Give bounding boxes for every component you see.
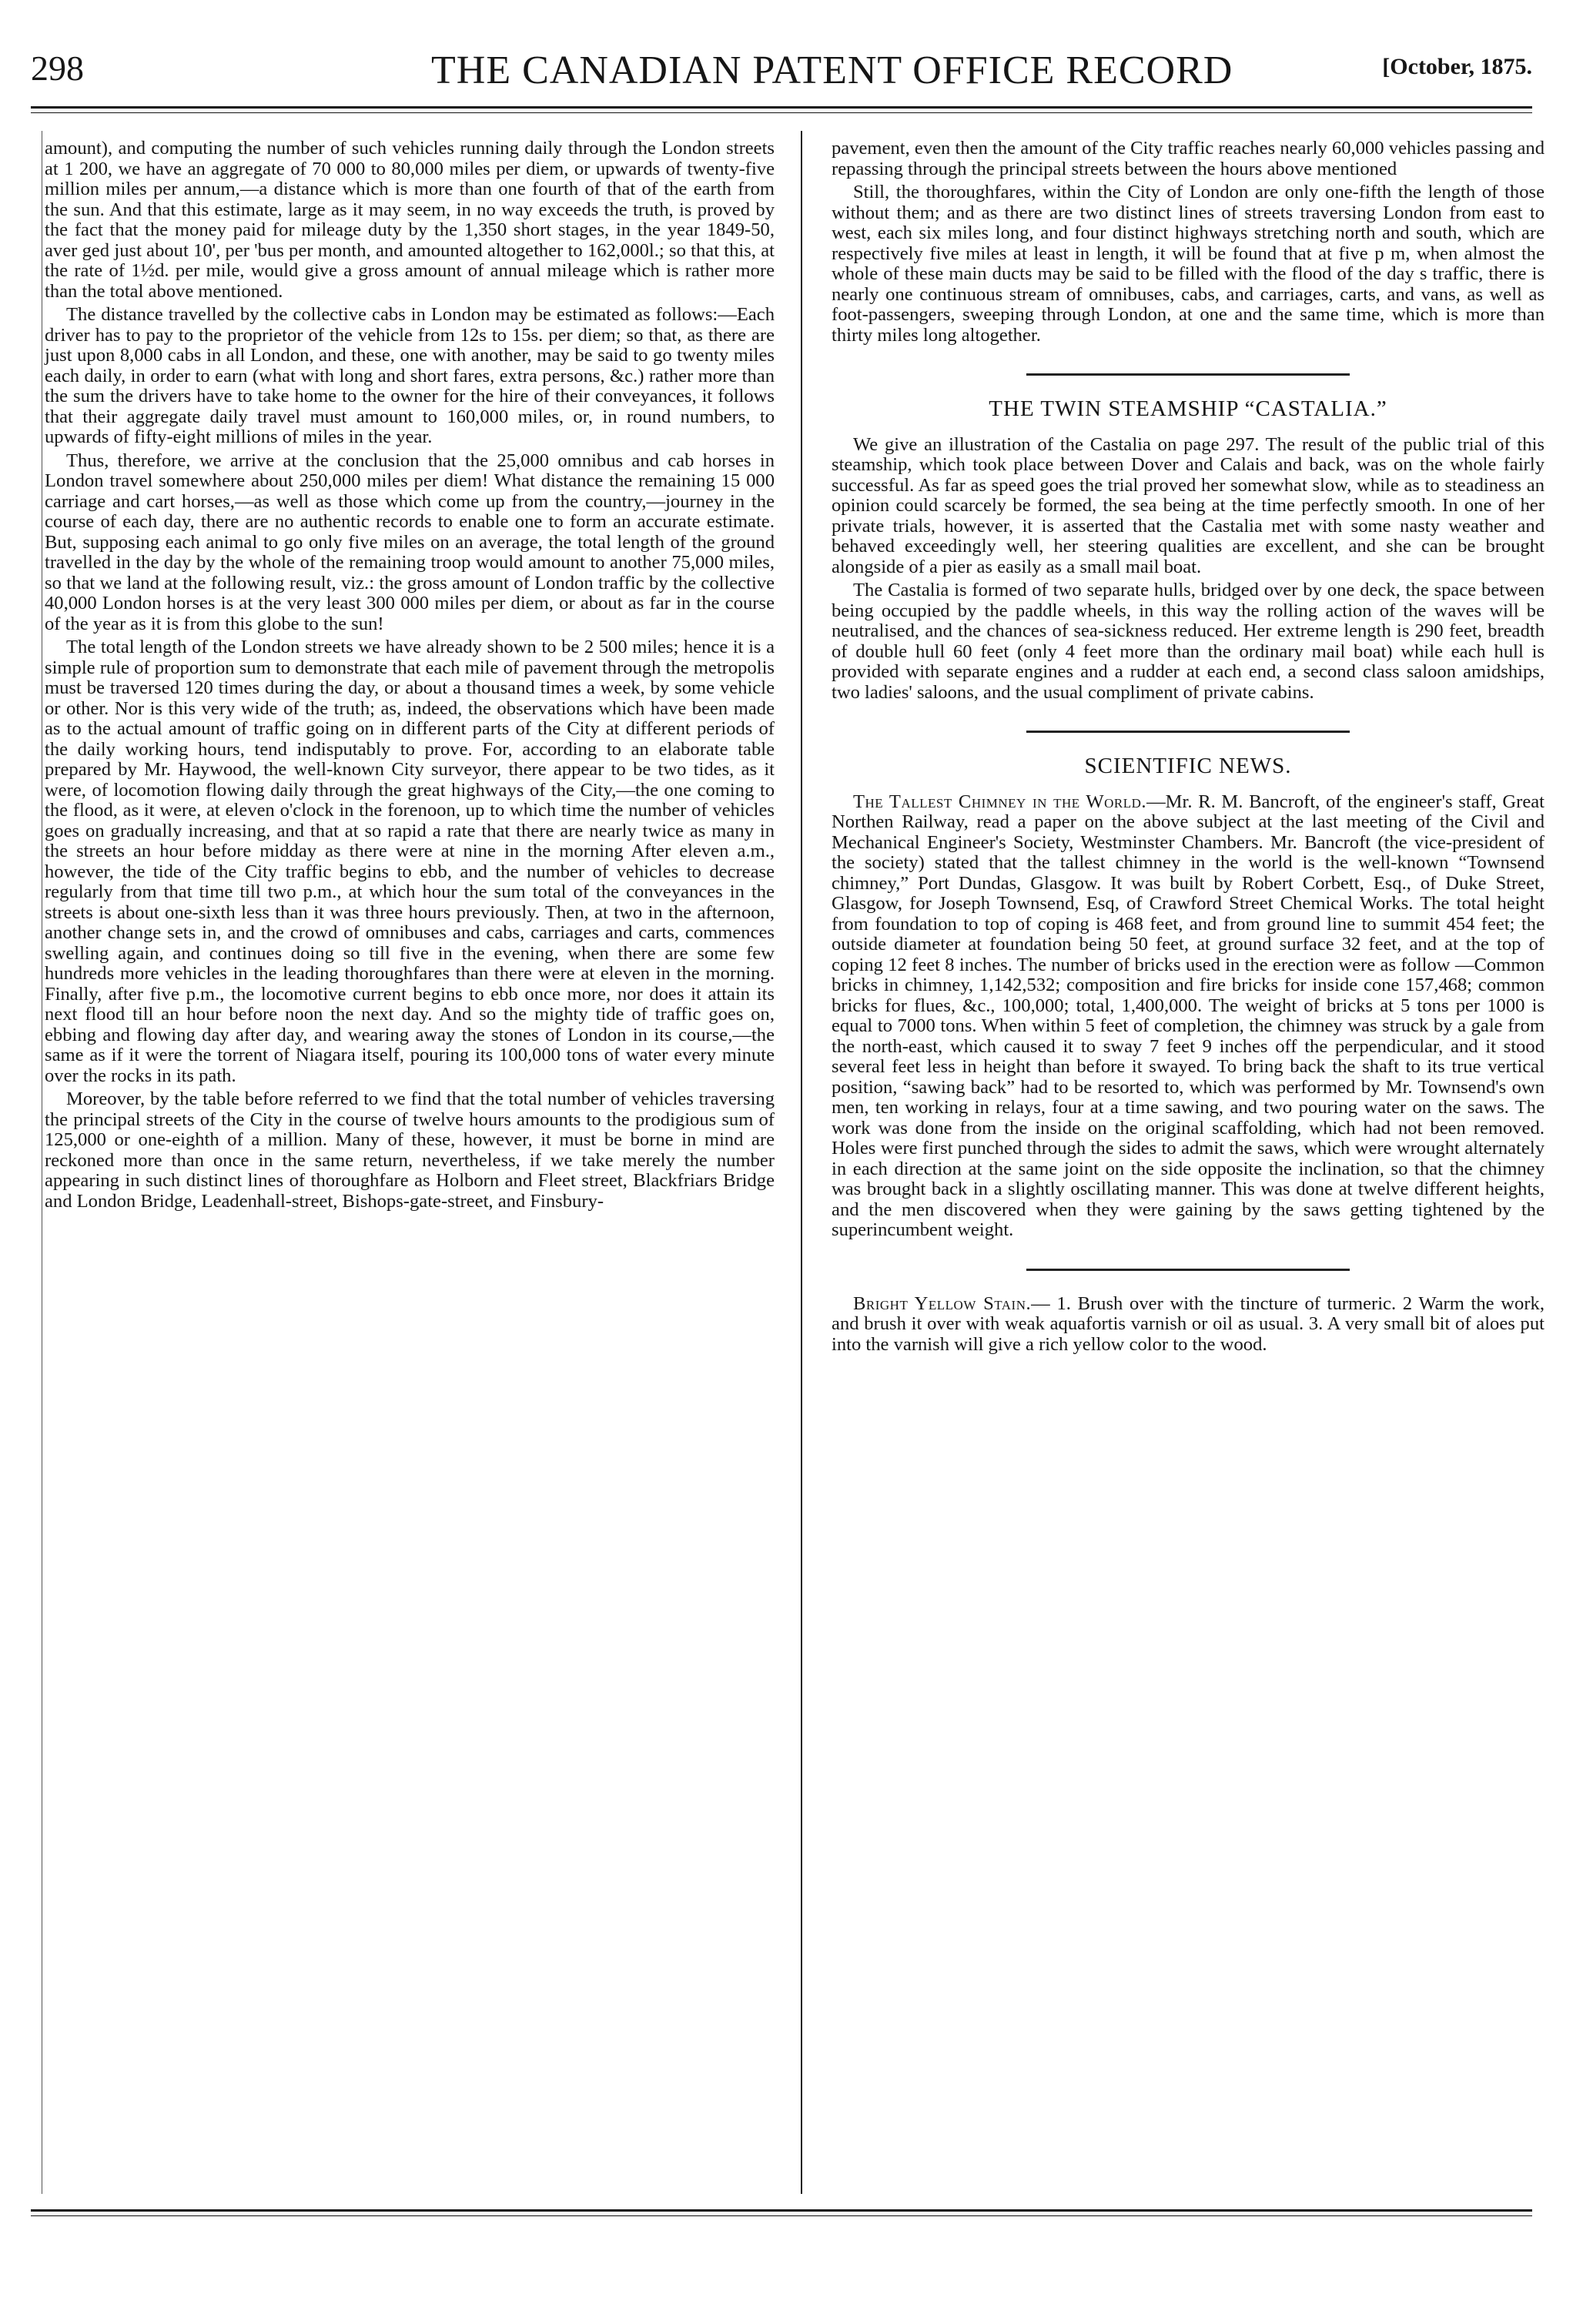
footer-rule-thin — [31, 2215, 1532, 2216]
stain-body: — 1. Brush over with the tincture of turmeric. 2 Warm the work, and brush it over with weak aquafortis varnish or oil as usual. 3. A very small bit of aloes put into the varnish will give a rich yellow color to the wood. — [832, 1292, 1545, 1355]
running-title: THE CANADIAN PATENT OFFICE RECORD — [431, 48, 1233, 92]
right-column — [832, 139, 1545, 1358]
chimney-lead-in: The Tallest Chimney in the World. — [853, 791, 1147, 812]
paragraph-castalia-trial: We give an illustration of the Castalia on page 297. The result of the public trial of this steamship, which took place between Dover and Calais and back, was on the whole fairly successful. As far as speed goes the trial proved her somewhat slow, while as to steadiness an opinion could scarcely be formed, the sea being at the time perfectly smooth. In one of her private trials, however, it is asserted that the Castalia met with some nasty weather and behaved exceedingly well, her steering qualities are excellent, and she can be brought alongside of a pier as easily as a small mail boat. — [832, 433, 1545, 577]
paragraph-city-vehicles: Moreover, by the table before referred to we find that the total number of vehicles traversing the principal streets of the City in the course of twelve hours amounts to the prodigious sum of 125,000 or one-eighth of a million. Many of these, however, it must be borne in mind are reckoned more than once in the same return, nevertheless, if we take merely the number appearing in such distinct lines of thoroughfare as Holborn and Fleet street, Blackfriars Bridge and London Bridge, Leadenhall-street, Bishops-gate-street, and Finsbury- — [45, 1088, 775, 1212]
scientific-news-heading: SCIENTIFIC NEWS. — [1084, 754, 1292, 778]
paragraph-cab-distance: The distance travelled by the collective cabs in London may be estimated as follows:—Each driver has to pay to the proprietor of the vehicle from 12s to 15s. per diem; so that, as there are just upon 8,000 cabs in all London, and these, one with another, may be said to go twenty miles each daily, in order to earn (what with long and short fares, extra persons, &c.) rather more than the sum the drivers have to take home to the owner for the hire of their conveyances, it follows that their aggregate daily travel must amount to 160,000 miles, or, in round numbers, to upwards of fifty-eight millions of miles in the year. — [45, 304, 775, 447]
column-divider — [801, 131, 802, 2194]
paragraph-horse-travel: Thus, therefore, we arrive at the conclusion that the 25,000 omnibus and cab horses in London travel somewhere about 250,000 miles per diem! What distance the remaining 15 000 carriage and cart horses,—as well as those which come up from the country,—journey in the course of each day, there are no authentic records to enable one to form an accurate estimate. But, supposing each animal to go only five miles on an average, the total length of the ground travelled in the day by the whole of the remaining troop would amount to another 75,000 miles, so that we land at the following result, viz.: the gross amount of London traffic by the collective 40,000 London horses is at the very least 300 000 miles per diem, or about as far in the course of the year as it is from this globe to the sun! — [45, 450, 775, 634]
stain-lead-in: Bright Yellow Stain. — [853, 1292, 1032, 1314]
paragraph-thoroughfares: Still, the thoroughfares, within the City of London are only one-fifth the length of those without them; and as there are two distinct lines of streets traversing London from east to west, each six miles long, and four distinct highways stretching north and south, which are respectively five miles at least in length, it will be found that at five p m, when almost the whole of these main ducts may be said to be filled with the flood of the day s traffic, there is nearly one continuous stream of omnibuses, cabs, and carriages, carts, and vans, as well as foot-passengers, sweeping through London, at one and the same time, which is more than thirty miles long altogether. — [832, 182, 1545, 346]
section-divider — [1026, 1269, 1350, 1271]
section-divider — [1026, 373, 1350, 376]
left-column — [45, 139, 775, 1215]
paragraph-continuation: pavement, even then the amount of the City traffic reaches nearly 60,000 vehicles passing and repassing through the principal streets between the hours above mentioned — [832, 138, 1545, 179]
issue-date: [October, 1875. — [1382, 54, 1532, 79]
header-rule-thin — [31, 112, 1532, 113]
castalia-heading: THE TWIN STEAMSHIP “CASTALIA.” — [989, 396, 1387, 421]
paragraph-yellow-stain — [832, 1294, 1545, 1356]
paragraph-tallest-chimney — [832, 792, 1545, 1241]
section-divider — [1026, 731, 1350, 733]
paragraph-castalia-hulls: The Castalia is formed of two separate hulls, bridged over by one deck, the space between being occupied by the paddle wheels, in this way the rolling action of the waves will be neutralised, and the chances of sea-sickness reduced. Her extreme length is 290 feet, breadth of double hull 60 feet (only 4 feet more than the ordinary mail boat) while each hull is provided with separate engines and a rudder at each end, a second class saloon amidships, two ladies' saloons, and the usual compliment of private cabins. — [832, 580, 1545, 703]
header-rule — [31, 106, 1532, 109]
footer-rule — [31, 2209, 1532, 2212]
page-header — [31, 48, 1532, 102]
chimney-body: —Mr. R. M. Bancroft, of the engineer's staff, Great Northen Railway, read a paper on the above subject at the last meeting of the Civil and Mechanical Engineer's Society, Westminster Chambers. Mr. Bancroft (the vice-president of the society) stated that the tallest chimney in the world is the well-known “Townsend chimney,” Port Dundas, Glasgow. It was built by Robert Corbett, Esq., of Duke Street, Glasgow, for Joseph Townsend, Esq, of Crawford Street Chemical Works. The total height from foundation to top of coping is 468 feet, and from ground line to summit 454 feet; the outside diameter at foundation being 50 feet, at ground surface 32 feet, and at the top of coping 12 feet 8 inches. The number of bricks used in the erection were as follow —Common bricks in chimney, 1,142,532; composition and fire bricks for inside cone 157,468; common bricks for flues, &c., 100,000; total, 1,400,000. The weight of bricks at 5 tons per 1000 is equal to 7000 tons. When within 5 feet of completion, the chimney was struck by a gale from the north-east, which caused it to sway 7 feet 9 inches off the perpendicular, and it stood several feet less in height than before it swayed. To bring back the shaft to its true vertical position, “sawing back” had to be resorted to, which was performed by Mr. Townsend's own men, ten working in relays, four at a time sawing, and two pouring water on the saws. The work was done from the inside on the original scaffolding, which had not been removed. Holes were first punched through the sides to admit the saws, which were wrought alternately in each direction at the same joint on the side opposite the inclination, so that the chimney was brought back in a slightly oscillating manner. This was done at twelve different heights, and the men discovered when they were gaining by the saws getting tightened by the superincumbent weight. — [832, 791, 1545, 1240]
paragraph-traffic-mileage: amount), and computing the number of such vehicles running daily through the London streets at 1 200, we have an aggregate of 70 000 to 80,000 miles per diem, or upwards of twenty-five million miles per annum,—a distance which is more than one fourth of that of the earth from the sun. And that this estimate, large as it may seem, in no way exceeds the truth, is proved by the fact that the money paid for mileage duty by the 1,350 short stages, in the year 1849-50, aver ged just about 10', per 'bus per month, and amounted altogether to 162,000l.; so that this, at the rate of 1½d. per mile, would give a gross amount of annual mileage which is rather more than the total above mentioned. — [45, 138, 775, 302]
page-number: 298 — [31, 48, 84, 88]
paragraph-street-tides: The total length of the London streets we have already shown to be 2 500 miles; hence it is a simple rule of proportion sum to demonstrate that each mile of pavement through the metropolis must be traversed 120 times during the day, or about a thousand times a week, by some vehicle or other. Nor is this very wide of the truth; as, indeed, the observations which have been made as to the actual amount of traffic going on in different parts of the City at different periods of the daily working hours, tend indisputably to prove. For, according to an elaborate table prepared by Mr. Haywood, the well-known City surveyor, there appear to be two tides, as it were, of locomotion flowing daily through the great highways of the City,—the one coming to the flood, as it were, at eleven o'clock in the forenoon, up to which time the number of vehicles goes on gradually increasing, and that at so rapid a rate that there are nearly twice as many in the streets an hour before midday as there were at nine in the morning After eleven a.m., however, the tide of the City traffic begins to ebb, and the number of vehicles to decrease regularly from that time till two p.m., at which hour the sum total of the conveyances in the streets is about one-sixth less than it was three hours previously. Then, at two in the afternoon, another change sets in, and the crowd of omnibuses and cabs, carriages and carts, commences swelling again, and continues doing so till five in the evening, when there are some few hundreds more vehicles in the leading thoroughfares than there were at eleven in the morning. Finally, after five p.m., the locomotive current begins to ebb once more, nor does it attain its next flood till an hour before noon the next day. And so the mighty tide of traffic goes on, ebbing and flowing day after day, and wearing away the stones of London in its course,—the same as if it were the torrent of Niagara itself, pouring its 100,000 tons of water every minute over the rocks in its path. — [45, 637, 775, 1086]
